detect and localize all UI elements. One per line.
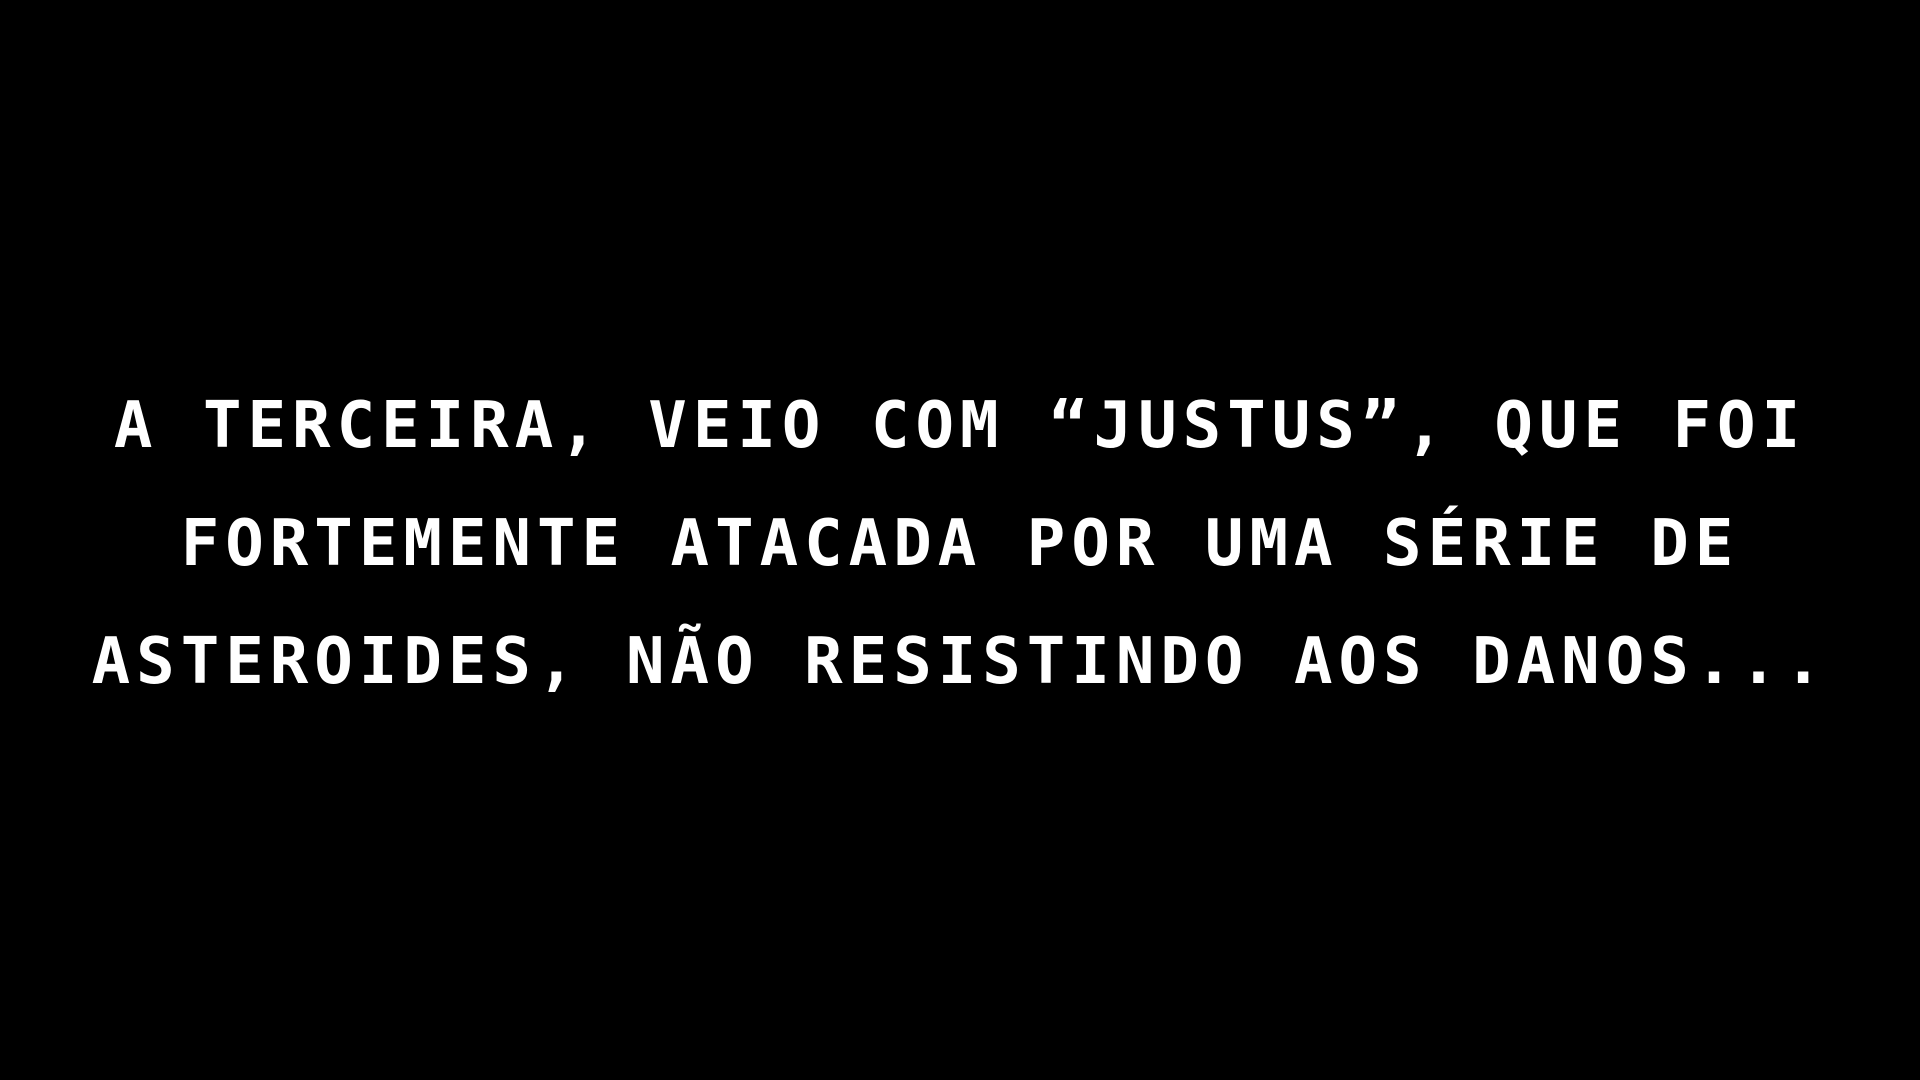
story-line-2: FORTEMENTE ATACADA POR UMA SÉRIE DE <box>180 507 1740 581</box>
story-line-1: A TERCEIRA, VEIO COM “JUSTUS”, QUE FOI <box>113 389 1807 463</box>
story-text-block <box>92 387 1829 701</box>
story-line-3: ASTEROIDES, NÃO RESISTINDO AOS DANOS... <box>91 625 1829 699</box>
